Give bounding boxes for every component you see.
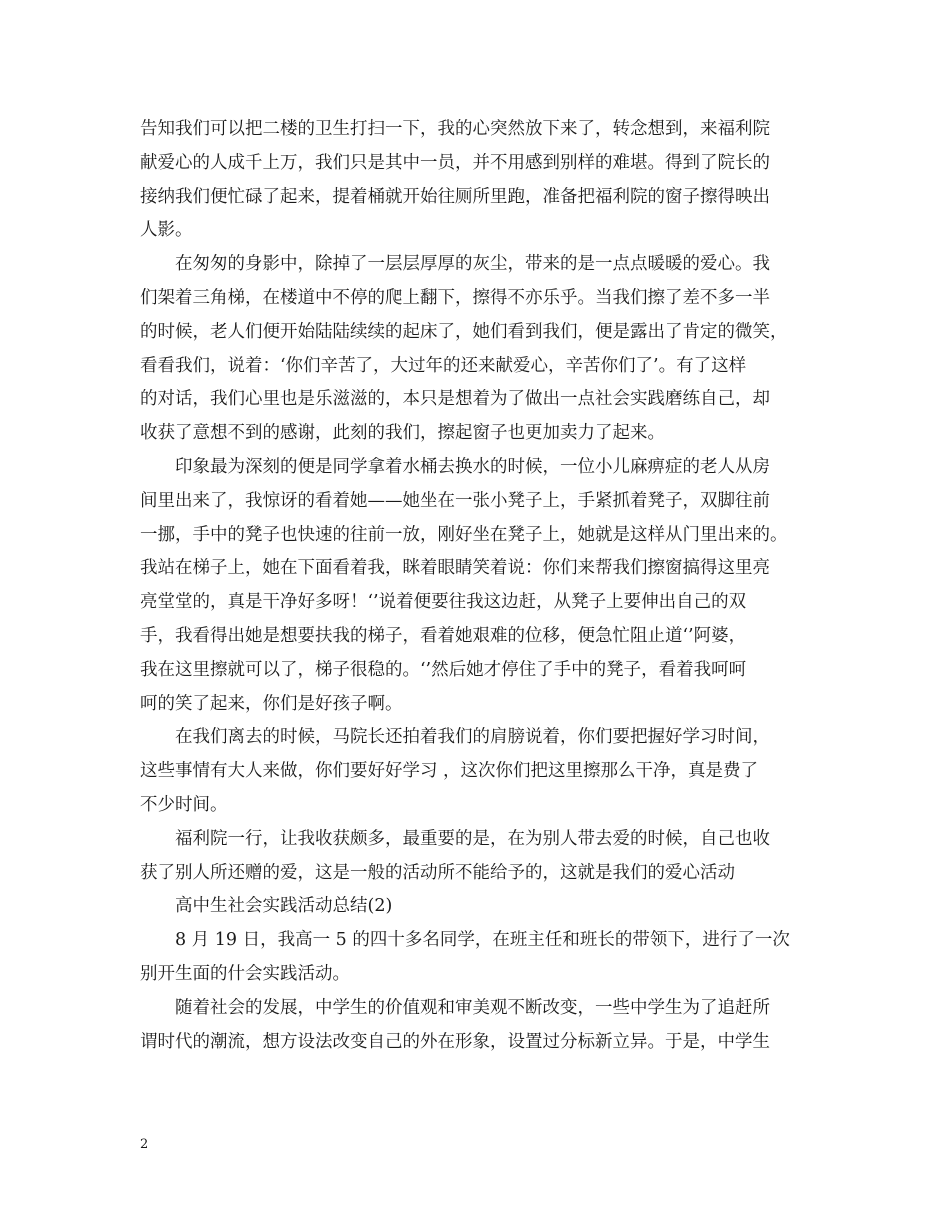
text-line: 在匆匆的身影中，除掉了一层层厚厚的灰尘，带来的是一点点暖暖的爱心。我 [175, 254, 770, 275]
text-line: 手，我看得出她是想要扶我的梯子，看着她艰难的位移，便急忙阻止道‘’阿婆， [140, 625, 747, 646]
text-line: 们架着三角梯，在楼道中不停的爬上翻下，擦得不亦乐乎。当我们擦了差不多一半 [140, 287, 770, 308]
text-line: 接纳我们便忙碌了起来，提着桶就开始往厕所里跑，准备把福利院的窗子擦得映出 [140, 186, 770, 207]
text-line: 我在这里擦就可以了，梯子很稳的。‘’然后她才停住了手中的凳子，看着我呵呵 [140, 659, 747, 680]
text-line: 8 月 19 日，我高一 5 的四十多名同学，在班主任和班长的带领下，进行了一次 [175, 930, 790, 951]
text-line: 的时候，老人们便开始陆陆续续的起床了，她们看到我们，便是露出了肯定的微笑， [140, 321, 788, 342]
text-line: 人影。 [140, 220, 193, 241]
page-number: 2 [140, 1137, 149, 1152]
text-line: 我站在梯子上，她在下面看着我，眯着眼睛笑着说：你们来帮我们擦窗搞得这里亮 [140, 558, 770, 579]
text-line: 告知我们可以把二楼的卫生打扫一下，我的心突然放下来了，转念想到，来福利院 [140, 119, 770, 139]
text-line: 的对话，我们心里也是乐滋滋的，本只是想着为了做出一点社会实践磨练自己，却 [140, 389, 770, 410]
text-line: 看看我们，说着：‘你们辛苦了，大过年的还来献爱心，辛苦你们了’。有了这样 [140, 355, 747, 376]
text-line: 谓时代的潮流，想方设法改变自己的外在形象，设置过分标新立异。于是，中学生 [140, 1031, 770, 1052]
text-line: 呵的笑了起来，你们是好孩子啊。 [140, 693, 403, 714]
text-line: 获了别人所还赠的爱，这是一般的活动所不能给予的，这就是我们的爱心活动 [140, 862, 735, 883]
body-text [140, 113, 820, 1059]
text-line: 不少时间。 [140, 794, 228, 815]
text-line: 这些事情有大人来做，你们要好好学习 ，这次你们把这里擦那么干净，真是费了 [140, 761, 759, 782]
text-line: 献爱心的人成千上万，我们只是其中一员，并不用感到别样的难堪。得到了院长的 [140, 152, 770, 173]
text-line: 间里出来了，我惊讶的看着她——她坐在一张小凳子上，手紧抓着凳子，双脚往前 [140, 490, 770, 511]
text-line: 高中生社会实践活动总结(2) [175, 896, 393, 917]
text-line: 印象最为深刻的便是同学拿着水桶去换水的时候，一位小儿麻痹症的老人从房 [175, 456, 770, 477]
text-line: 在我们离去的时候，马院长还拍着我们的肩膀说着，你们要把握好学习时间， [175, 727, 770, 748]
text-line: 收获了意想不到的感谢，此刻的我们，擦起窗子也更加卖力了起来。 [140, 423, 665, 444]
text-line: 福利院一行，让我收获颇多，最重要的是，在为别人带去爱的时候，自己也收 [175, 828, 770, 849]
text-line: 一挪，手中的凳子也快速的往前一放，刚好坐在凳子上，她就是这样从门里出来的。 [140, 524, 788, 545]
text-line: 别开生面的什会实践活动。 [140, 963, 350, 984]
text-line: 随着社会的发展，中学生的价值观和审美观不断改变，一些中学生为了追赶所 [175, 997, 770, 1018]
text-line: 亮堂堂的，真是干净好多呀！‘’说着便要往我这边赶，从凳子上要伸出自己的双 [140, 592, 747, 613]
